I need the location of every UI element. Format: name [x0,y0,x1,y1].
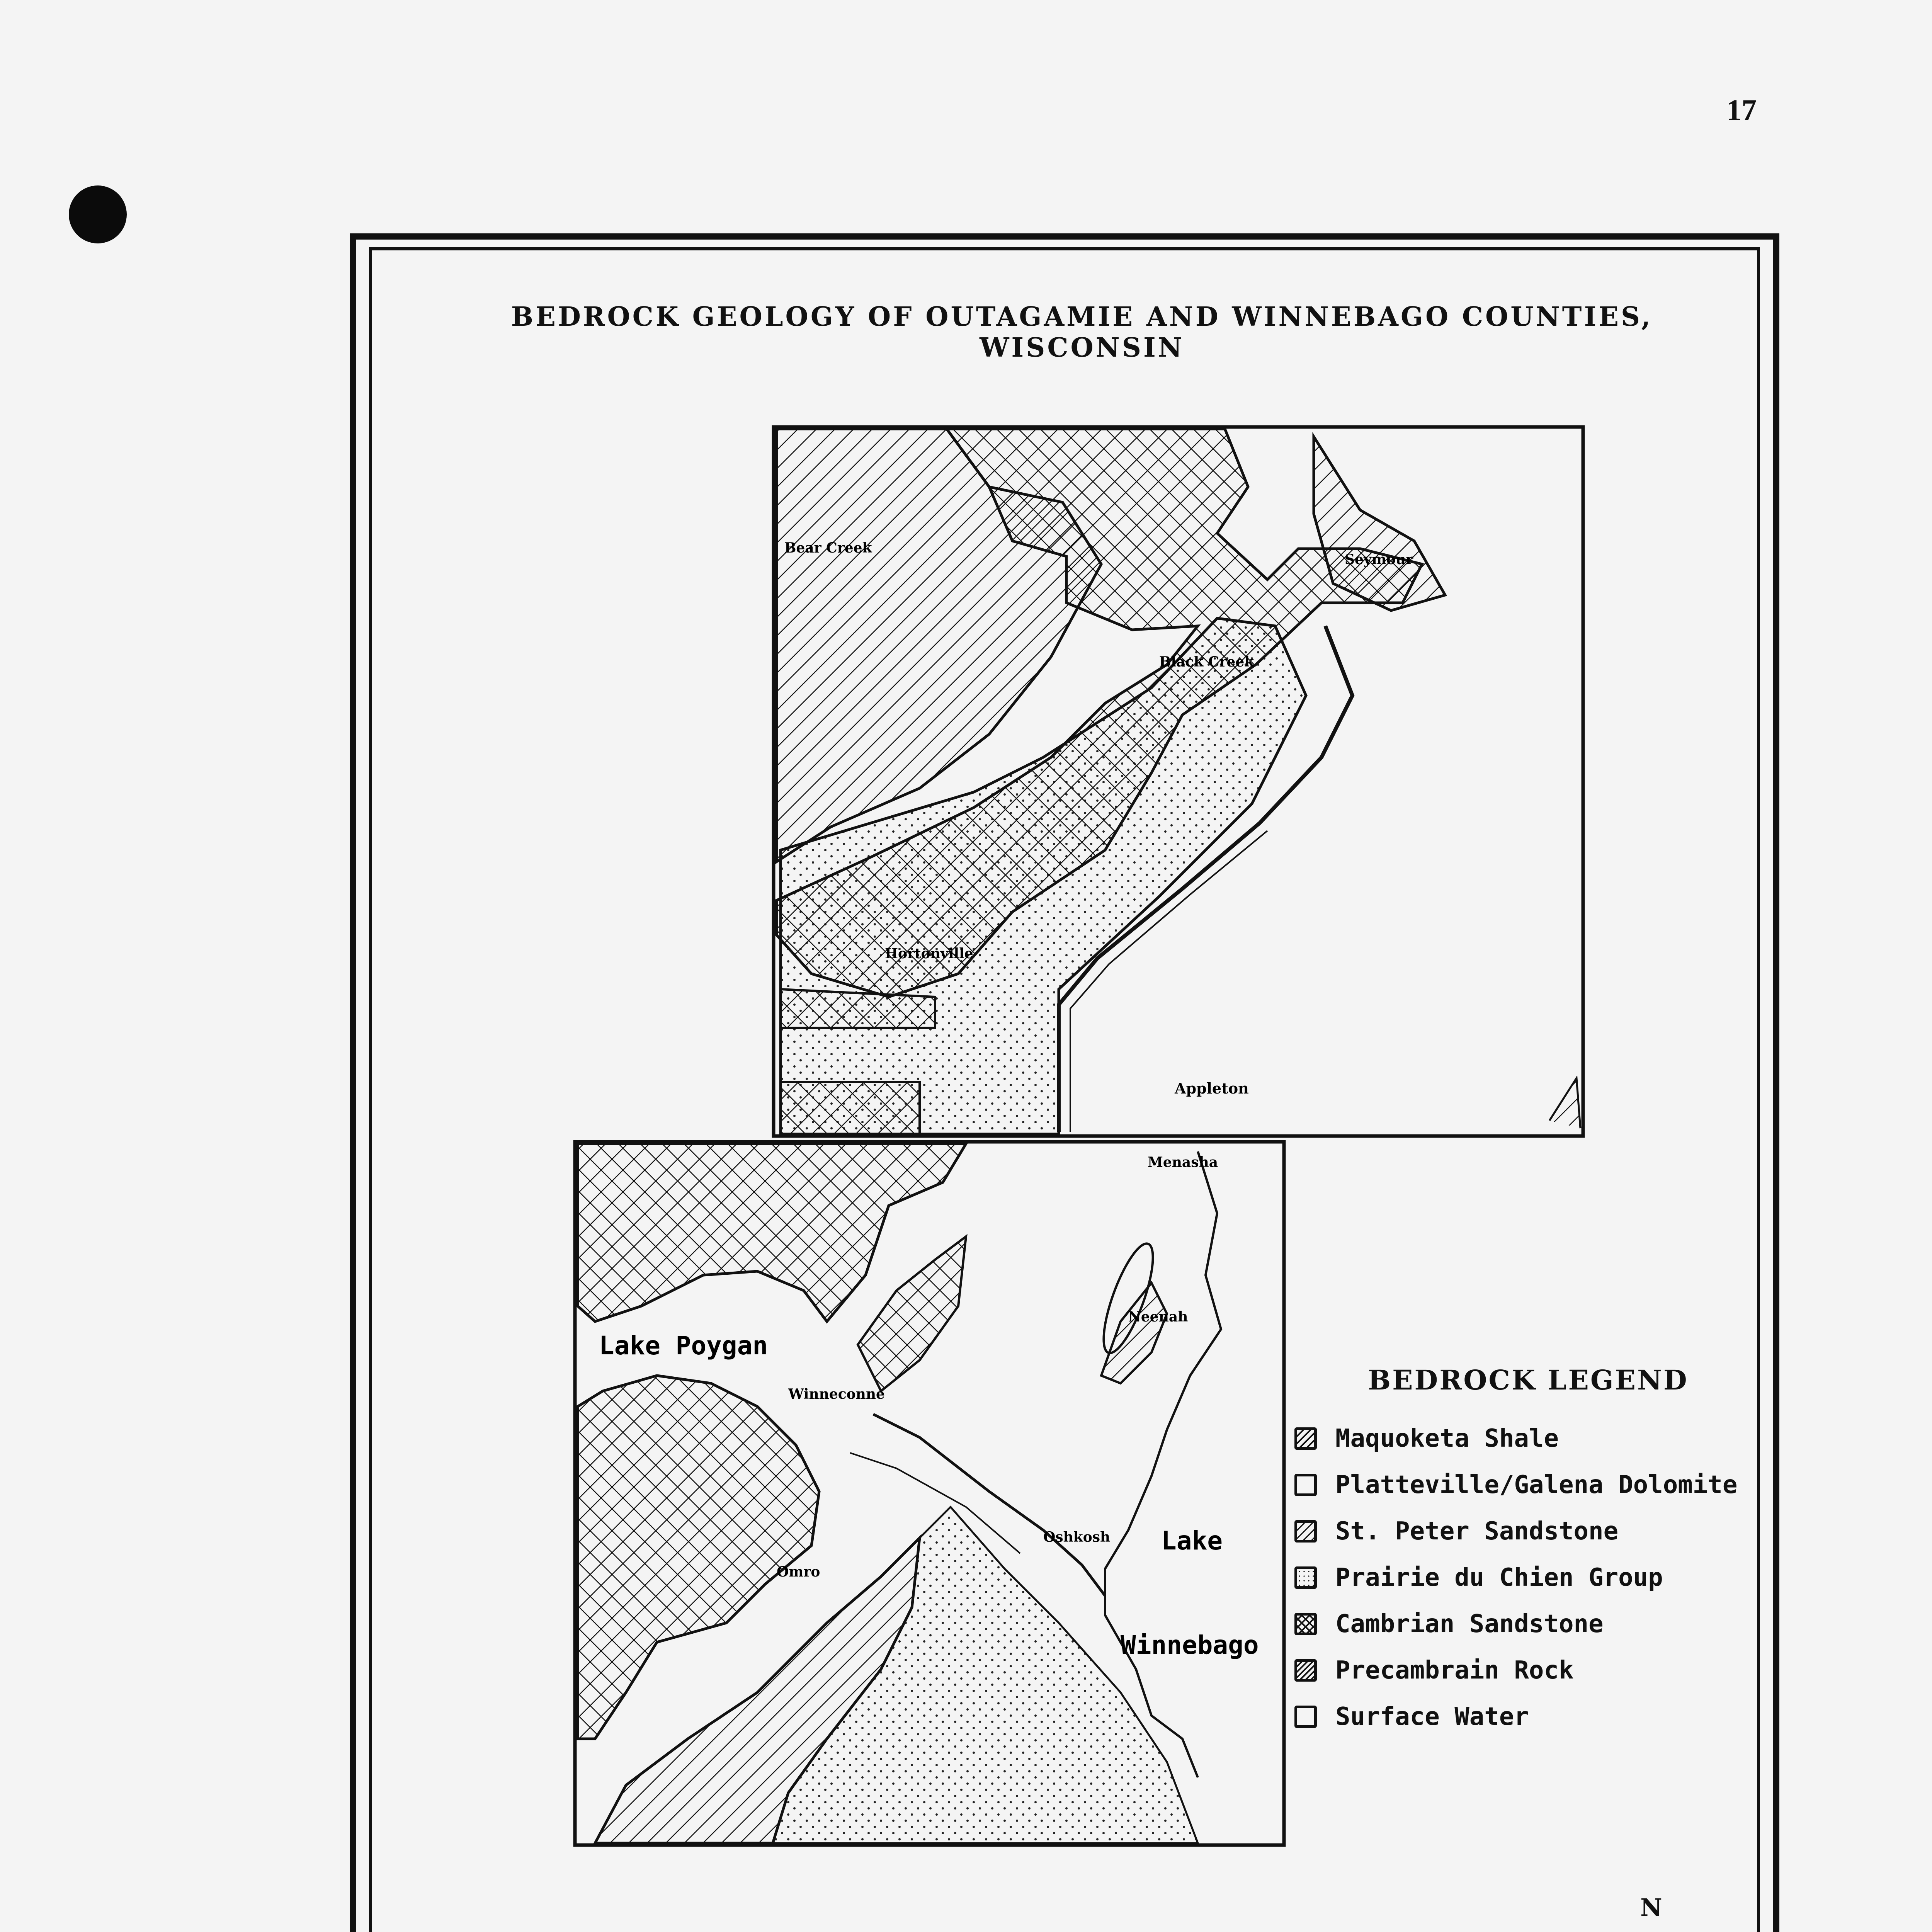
cambrian-strip-low-2 [781,1082,920,1134]
cambrian-strip-low-1 [781,989,935,1028]
legend-label: St. Peter Sandstone [1335,1517,1619,1546]
surface-water-swatch-icon [1294,1706,1317,1728]
legend-item [1294,1694,1777,1740]
label-lake-poygan: Lake Poygan [599,1331,768,1361]
label-seymour: Seymour [1345,551,1413,568]
legend-item [1294,1647,1777,1694]
legend-item [1294,1554,1777,1601]
legend-label: Platteville/Galena Dolomite [1335,1471,1738,1499]
label-appleton: Appleton [1175,1080,1249,1097]
label-oshkosh: Oshkosh [1043,1529,1111,1545]
label-bear-creek: Bear Creek [784,540,872,556]
label-lake-winnebago-line2: Winnebago [1121,1630,1259,1660]
platteville-swatch-icon [1294,1474,1317,1496]
legend-label: Cambrian Sandstone [1335,1610,1604,1638]
label-omro: Omro [777,1564,820,1580]
north-label: N [1640,1893,1662,1922]
label-black-creek: Black Creek [1159,654,1254,670]
legend-label: Precambrain Rock [1335,1656,1574,1685]
winnebago-panel [575,1142,1284,1845]
st-peter-swatch-icon [1294,1520,1317,1543]
maquoketa-swatch-icon [1294,1427,1317,1450]
legend-item [1294,1415,1777,1462]
label-neenah: Neenah [1128,1309,1188,1325]
cambrian-swatch-icon [1294,1613,1317,1635]
prairie-du-chien-swatch-icon [1294,1566,1317,1589]
outagamie-panel [774,427,1583,1136]
legend-item [1294,1462,1777,1508]
label-menasha: Menasha [1148,1154,1218,1170]
precambrian-swatch-icon [1294,1659,1317,1682]
label-hortonville: Hortonville [885,946,973,962]
legend-item [1294,1601,1777,1647]
legend-label: Surface Water [1335,1702,1529,1731]
bedrock-legend [1294,1364,1777,1740]
page-number: 17 [1726,93,1757,127]
label-winneconne: Winneconne [788,1386,885,1402]
legend-item [1294,1508,1777,1554]
map-title: BEDROCK GEOLOGY OF OUTAGAMIE AND WINNEBAGO COUNTIES, WISCONSIN [511,301,1653,363]
legend-label: Maquoketa Shale [1335,1424,1559,1453]
legend-label: Prairie du Chien Group [1335,1563,1663,1592]
label-lake-winnebago-line1: Lake [1161,1526,1223,1556]
legend-title: BEDROCK LEGEND [1368,1364,1689,1396]
